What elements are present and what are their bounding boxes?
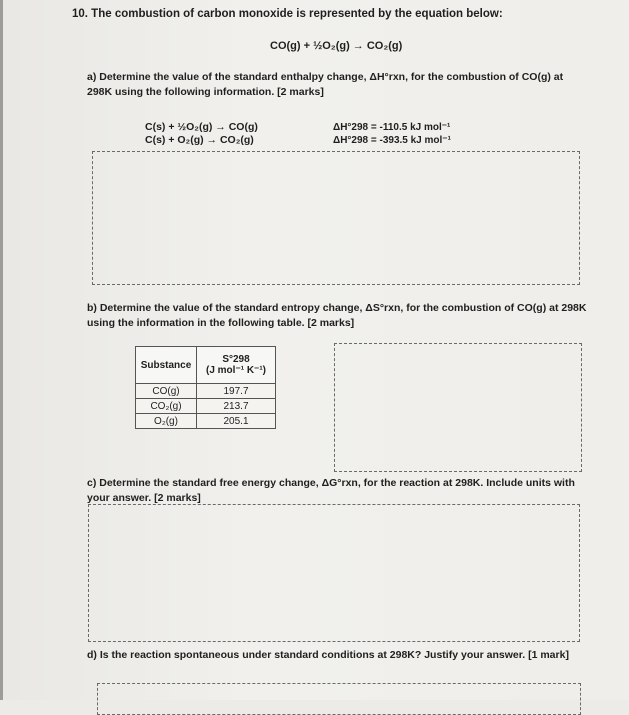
header-s298: S°298 [222,354,250,365]
header-entropy [197,347,276,384]
enthalpy-2: ΔH°298 = -393.5 kJ mol⁻¹ [333,135,451,146]
page-edge-shadow [0,0,3,700]
formation-reactions [145,121,258,147]
answer-box-a[interactable] [92,151,580,285]
header-substance: Substance [136,347,197,384]
table-row [136,384,276,399]
enthalpy-values [333,121,451,147]
question-title: 10. The combustion of carbon monoxide is represented by the equation below: [72,8,503,20]
reaction-2: C(s) + O₂(g) → CO₂(g) [145,134,254,146]
cell-substance: O₂(g) [136,414,197,429]
part-d-prompt: d) Is the reaction spontaneous under standard conditions at 298K? Justify your answer. [1 mark] [87,649,569,661]
part-c-prompt: c) Determine the standard free energy change, ΔG°rxn, for the reaction at 298K. Include units with your answer. [2 marks] [87,477,575,504]
table-header-row [136,347,276,384]
answer-box-c[interactable] [88,504,580,642]
part-a-prompt: a) Determine the value of the standard enthalpy change, ΔH°rxn, for the combustion of CO(g) at 298K using the following information. [2 marks] [87,71,564,98]
answer-box-b[interactable] [334,343,582,472]
cell-entropy: 197.7 [197,384,276,399]
cell-entropy: 213.7 [197,399,276,414]
cell-substance: CO(g) [136,384,197,399]
table-row [136,414,276,429]
header-units: (J mol⁻¹ K⁻¹) [206,365,266,376]
table-row [136,399,276,414]
enthalpy-1: ΔH°298 = -110.5 kJ mol⁻¹ [333,122,451,133]
part-b-prompt: b) Determine the value of the standard entropy change, ΔS°rxn, for the combustion of CO(g) at 298K using the information in the following table. [2 marks] [87,302,587,329]
combustion-equation: CO(g) + ½O₂(g) → CO₂(g) [270,40,403,52]
cell-entropy: 205.1 [197,414,276,429]
answer-box-d[interactable] [97,683,581,715]
cell-substance: CO₂(g) [136,399,197,414]
reaction-1: C(s) + ½O₂(g) → CO(g) [145,121,258,133]
entropy-table [135,346,276,429]
